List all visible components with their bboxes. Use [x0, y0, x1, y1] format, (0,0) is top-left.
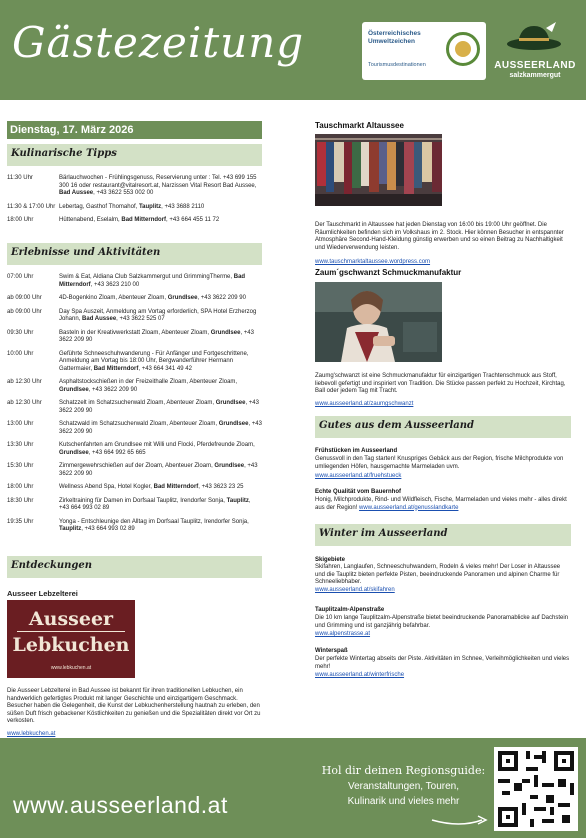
winterfrische-link[interactable]: www.ausseerland.at/winterfrische — [315, 672, 405, 678]
date-heading: Dienstag, 17. März 2026 — [7, 121, 262, 139]
tauschmarkt-link[interactable]: www.tauschmarktaltaussee.wordpress.com — [315, 259, 431, 265]
event-desc: Day Spa Auszeit, Anmeldung am Vortag erforderlich, SPA Hotel Erzherzog Johann, — [59, 308, 257, 322]
section-winter — [315, 524, 571, 546]
section-culinary — [7, 144, 262, 166]
tauschmarkt-heading: Tauschmarkt Altaussee — [315, 121, 404, 130]
page-title: Gästezeitung — [12, 18, 305, 67]
event-phone: , +43 3622 209 90 — [197, 295, 246, 301]
list-item — [7, 274, 262, 289]
skigebiete-heading: Skigebiete — [315, 557, 346, 563]
event-location: Bad Mitterndorf — [121, 217, 167, 223]
jewellery-maker-image — [315, 282, 442, 362]
list-item — [7, 175, 262, 198]
event-location: Bad Mitterndorf — [93, 365, 139, 372]
guide-subline-2: Kulinarik und vieles mehr — [347, 796, 460, 807]
tauschmarkt-description: Der Tauschmarkt in Altaussee hat jeden Dienstag von 16:00 bis 19:00 Uhr geöffnet. Die Räumlichkeiten befinden sich im Volkshaus im 2. Stock. Hier können Besucher in entspannter Atmosphäre Second-Hand-Kleidung günstig erwerben und so einen Beitrag zu Nachhaltigkeit und Wiederverwendung leisten. — [315, 222, 564, 251]
event-desc: Bärlauchwochen - Frühlingsgenuss, Reservierung unter : Tel. +43 699 155 300 16 oder restaurant@vitalresort.at, Narzissen Vital Resort Bad Aussee, — [59, 175, 257, 189]
qr-code[interactable] — [494, 747, 578, 831]
winterspass-heading: Winterspaß — [315, 648, 348, 654]
umweltzeichen-icon — [446, 32, 480, 66]
logo-line-1: Ausseer — [28, 608, 114, 630]
alpenstrasse-heading: Tauplitzalm-Alpenstraße — [315, 607, 385, 613]
event-desc: Schatzwald im Schatzsucherwald Zloam, Abenteuer Zloam, — [59, 421, 218, 427]
event-phone: , +43 3622 209 90 — [59, 400, 259, 414]
event-location: Grundlsee — [167, 295, 198, 301]
section-discoveries — [7, 556, 262, 578]
event-desc: 4D-Bogenkino Zloam, Abenteuer Zloam, — [59, 295, 167, 301]
event-phone: , +43 3622 209 90 — [59, 421, 262, 435]
list-item — [7, 351, 262, 374]
arrow-icon — [430, 812, 490, 828]
event-time: 09:30 Uhr — [7, 329, 34, 336]
event-phone: , +43 3623 23 25 — [198, 484, 244, 490]
event-location: Tauplitz — [226, 497, 249, 504]
winterspass-description: Der perfekte Wintertag abseits der Piste. Aktivitäten im Schnee, Verleihmöglichkeiten und vieles mehr! — [315, 656, 570, 670]
tauschmarkt-photo — [315, 134, 442, 206]
umweltzeichen-sublabel: Tourismusdestinationen — [368, 62, 426, 68]
event-desc: Swim & Eat, Aldiana Club Salzkammergut und GrimmingTherme, — [59, 274, 233, 280]
logo-line-2: Lebkuchen — [12, 634, 130, 656]
zaumgschwanzt-heading: Zaum´gschwanzt Schmuckmanufaktur — [315, 268, 462, 277]
ausseerland-logo — [492, 18, 578, 88]
activities-list — [7, 274, 262, 540]
section-activities — [7, 243, 262, 265]
section-title: Winter im Ausseerland — [319, 528, 448, 539]
event-time: 07:00 Uhr — [7, 274, 34, 280]
section-gutes — [315, 416, 571, 438]
event-time: 15:30 Uhr — [7, 463, 34, 469]
list-item — [7, 295, 262, 303]
event-phone: , +43 3688 2110 — [161, 203, 205, 210]
list-item — [7, 204, 262, 212]
lebkuchen-logo — [7, 600, 135, 678]
event-phone: , +43 664 993 02 89 — [81, 526, 135, 532]
event-location: Bad Aussee — [82, 316, 117, 322]
event-desc: Asphaltstockschießen in der Freizeithalle Zloam, Abenteuer Zloam, — [59, 379, 238, 385]
event-phone: , +43 664 992 65 665 — [88, 449, 146, 456]
bauernhof-heading: Echte Qualität vom Bauernhof — [315, 489, 402, 495]
event-phone: , +43 3622 553 002 00 — [93, 190, 154, 196]
event-location: Bad Mitterndorf — [59, 274, 246, 288]
alpenstrasse-description: Die 10 km lange Tauplitzalm-Alpenstraße bietet beeindruckende Panoramablicke auf Dachstein und Grimming und ist ganzjährig befahrbar. — [315, 615, 569, 629]
list-item — [7, 309, 262, 324]
logo-divider — [17, 631, 125, 632]
qr-code-icon — [494, 747, 578, 831]
event-time: 13:30 Uhr — [7, 442, 34, 448]
list-item — [7, 379, 262, 394]
list-item — [7, 442, 262, 457]
event-desc: Hüttenabend, Eselalm, — [59, 217, 120, 223]
bauernhof-description — [315, 497, 571, 512]
event-time: ab 12:30 Uhr — [7, 400, 42, 406]
event-location: Tauplitz — [138, 203, 162, 210]
event-location: Bad Mitterndorf — [153, 484, 199, 490]
event-phone: , +43 664 341 49 42 — [138, 365, 192, 372]
event-desc: Zirkeltraining für Damen im Dorfsaal Tauplitz, Irendorfer Sonja, — [59, 497, 225, 504]
event-time: 11:30 Uhr — [7, 175, 33, 181]
event-phone: , +43 3622 209 90 — [59, 329, 254, 343]
culinary-list — [7, 175, 262, 231]
event-desc: Basteln in der Kreativwerkstatt Zloam, Abenteuer Zloam, — [59, 329, 210, 336]
event-time: 18:00 Uhr — [7, 217, 34, 223]
event-time: 13:00 Uhr — [7, 421, 34, 427]
lebkuchen-link[interactable]: www.lebkuchen.at — [7, 731, 56, 737]
clothing-rack-image — [315, 134, 442, 206]
guide-subline-1: Veranstaltungen, Touren, — [347, 781, 459, 792]
event-desc: Zimmergewehrschießen auf der Zloam, Abenteuer Zloam, — [59, 463, 213, 469]
event-desc: Geführte Schneeschuhwanderung - Für Anfänger und Fortgeschrittene, Anmeldung am Vortag bis 18:00 Uhr, Bergwanderführer Hermann Gattermaier, — [59, 350, 249, 372]
umweltzeichen-label: Österreichisches Umweltzeichen — [368, 30, 421, 45]
list-item — [7, 519, 262, 534]
event-phone: , +43 3622 525 07 — [116, 316, 165, 322]
event-desc: Kutschenfahrten am Grundlsee mit Willi und Flocki, Pferdefreunde Zloam, — [59, 442, 255, 448]
fruehstueck-link[interactable]: www.ausseerland.at/fruehstueck — [315, 473, 402, 479]
event-location: Grundlsee — [214, 463, 245, 469]
event-time: ab 12:30 Uhr — [7, 379, 42, 385]
event-location: Grundlsee — [210, 329, 241, 336]
brand-name: AUSSEERLAND — [494, 60, 576, 71]
event-time: ab 09:00 Uhr — [7, 308, 42, 315]
event-time: ab 09:00 Uhr — [7, 295, 42, 301]
event-time: 18:30 Uhr — [7, 497, 34, 504]
skigebiete-description: Skifahren, Langlaufen, Schneeschuhwandern, Rodeln & vieles mehr! Der Loser in Altaussee und die Tauplitz bieten perfekte Pisten, beeindruckende Panoramen und alpinen Charme für Schneeliebhaber. — [315, 564, 561, 585]
event-desc: Wellness Abend Spa, Hotel Kogler, — [59, 484, 152, 490]
section-title: Gutes aus dem Ausseerland — [319, 420, 475, 431]
lebzelterei-heading: Ausseer Lebzelterei — [7, 589, 78, 598]
list-item — [7, 463, 262, 478]
genusslandkarte-link[interactable]: www.ausseerland.at/genusslandkarte — [359, 504, 459, 511]
zaumgschwanzt-description: Zaumg'schwanzt ist eine Schmuckmanufaktur für einzigartigen Trachtenschmuck aus Stoff, liebevoll gefertigt und inspiriert von Tradition. Die Stücke passen perfekt zu Hochzeit, Kirchtag, Ball oder jedem Tag mit Tracht. — [315, 373, 566, 394]
list-item — [7, 498, 262, 513]
event-location: Grundlsee — [218, 421, 249, 427]
footer-banner — [0, 738, 586, 838]
bauernhof-text: Honig, Milchprodukte, Rind- und Wildfleisch, Fische, Marmeladen und vieles mehr - alles direkt aus der Region! — [315, 497, 567, 511]
event-time: 10:00 Uhr — [7, 350, 34, 357]
event-desc: Lebertag, Gasthof Thomahof, — [59, 203, 138, 210]
section-title: Kulinarische Tipps — [11, 148, 117, 159]
guide-title: Hol dir deinen Regionsguide: — [321, 764, 486, 777]
header-banner — [0, 0, 586, 100]
list-item — [7, 400, 262, 415]
footer-website[interactable]: www.ausseerland.at — [13, 792, 228, 818]
event-location: Bad Aussee — [59, 190, 94, 196]
event-location: Tauplitz — [59, 526, 82, 532]
brand-subline: salzkammergut — [509, 72, 561, 79]
list-item — [7, 484, 262, 492]
event-phone: , +43 664 455 11 72 — [166, 217, 220, 223]
zaumgschwanzt-link[interactable]: www.ausseerland.at/zaumgschwanzt — [315, 401, 414, 407]
event-phone: , +43 3623 210 00 — [90, 281, 140, 288]
fruehstueck-description: Genussvoll in den Tag starten! Knuspriges Gebäck aus der Region, frische Milchprodukte von umliegenden Höfen, hausgemachte Marmeladen uvm. — [315, 456, 564, 470]
list-item — [7, 421, 262, 436]
fruehstueck-heading: Frühstücken im Ausseerland — [315, 448, 398, 454]
zaumgschwanzt-photo — [315, 282, 442, 362]
lebzelterei-description: Die Ausseer Lebzelterei in Bad Aussee ist bekannt für ihren traditionellen Lebkuchen, ein handwerklich gefertigtes Produkt mit langer Geschichte und einzigartigem Geschmack. Besucher haben die Gelegenheit, die Kunst der Lebkuchenherstellung hautnah zu erleben, den süßen Duft frisch gebackener Köstlichkeiten zu genießen und die Spezialitäten direkt vor Ort zu verkosten. — [7, 688, 261, 724]
list-item — [7, 330, 262, 345]
event-location: Grundlsee — [59, 386, 89, 393]
event-time: 18:00 Uhr — [7, 484, 34, 490]
event-time: 11:30 & 17:00 Uhr — [7, 203, 56, 210]
alpenstrasse-link[interactable]: www.alpenstrasse.at — [315, 631, 371, 637]
logo-url: www.lebkuchen.at — [50, 665, 92, 671]
event-desc: Yonga - Entschleunige den Alltag im Dorfsaal Tauplitz, Irendorfer Sonja, — [59, 518, 249, 525]
skifahren-link[interactable]: www.ausseerland.at/skifahren — [315, 587, 395, 593]
event-desc: Schatzzelt im Schatzsucherwald Zloam, Abenteuer Zloam, — [59, 400, 215, 406]
section-title: Entdeckungen — [11, 560, 93, 571]
event-phone: , +43 3622 209 90 — [59, 463, 258, 477]
event-phone: , +43 664 993 02 89 — [59, 497, 251, 511]
hat-icon — [506, 22, 562, 52]
event-time: 19:35 Uhr — [7, 518, 34, 525]
section-title: Erlebnisse und Aktivitäten — [11, 247, 161, 258]
list-item — [7, 217, 262, 225]
event-location: Grundlsee — [215, 400, 246, 406]
umweltzeichen-logo — [362, 22, 486, 80]
event-location: Grundlsee — [59, 449, 89, 456]
event-phone: , +43 3622 209 90 — [88, 386, 138, 393]
